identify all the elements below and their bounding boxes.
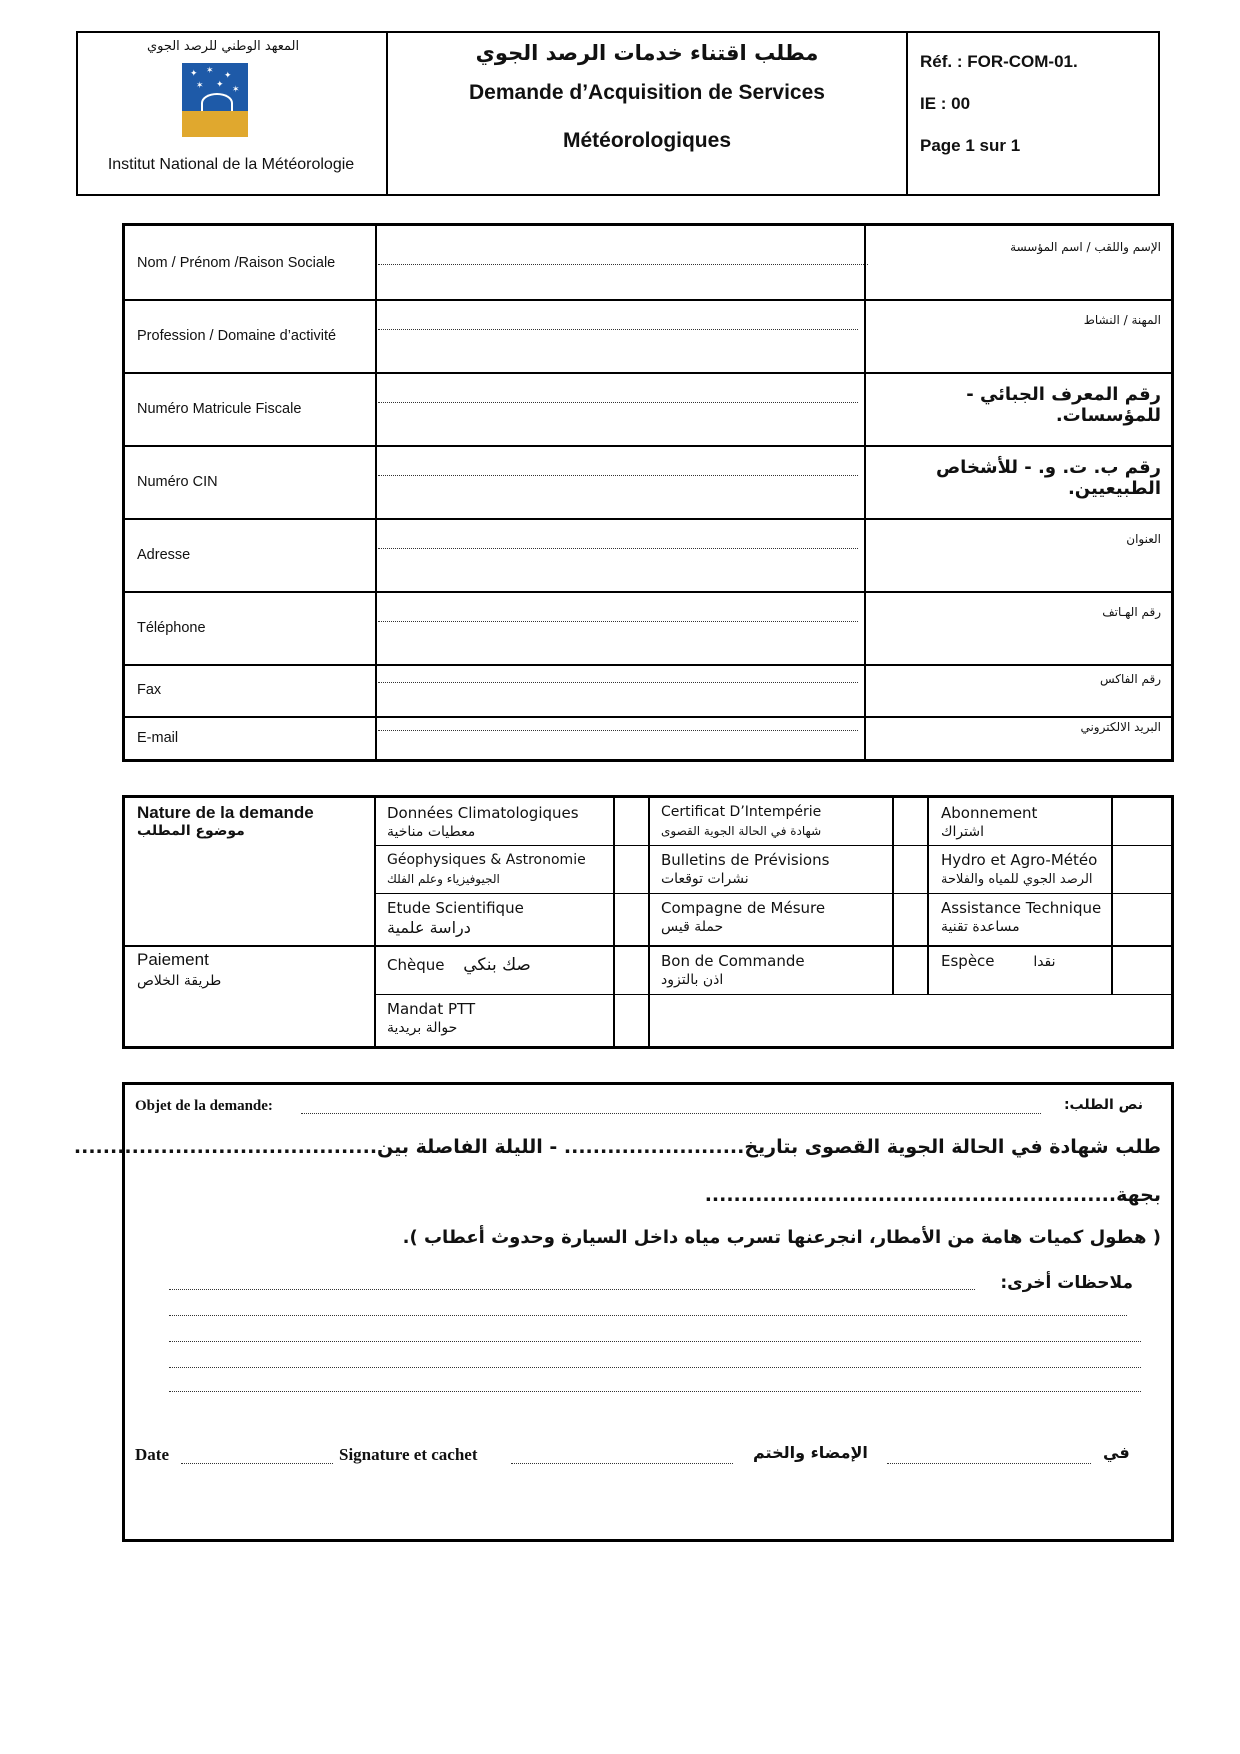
certificate-request-line[interactable]: طلب شهادة في الحالة الجوية القصوى بتاريخ......................... - الليلة الفاصلة بين.......................................... [73,1136,1161,1158]
option-cash: Espèce نقدا [941,952,1056,970]
email-field[interactable] [378,730,858,731]
field-label-ar: الإسم واللقب / اسم المؤسسة [864,226,1171,299]
checkbox-cash[interactable] [1113,947,1171,994]
option-weather-certificate: Certificat D’Intempérie شهادة في الحالة الجوية القصوى [661,804,822,838]
field-label: E-mail [125,716,377,759]
remarks-line[interactable] [169,1391,1141,1392]
date-field[interactable] [181,1463,333,1464]
checkbox-cheque[interactable] [615,947,648,994]
field-label-ar: رقم المعرف الجبائي - للمؤسسات. [864,372,1171,445]
field-label: Numéro Matricule Fiscale [125,372,377,445]
checkbox-forecast-bulletins[interactable] [894,846,927,893]
option-geophysics-astronomy: Géophysiques & Astronomie الجيوفيزياء وعلم الفلك [387,852,586,886]
remarks-line[interactable] [169,1341,1141,1342]
field-label: Numéro CIN [125,445,377,518]
checkbox-hydro-agro-meteo[interactable] [1113,846,1171,893]
field-label-ar: رقم الفاكس [864,664,1171,716]
place-label-ar: في [1103,1443,1130,1462]
remarks-line[interactable] [169,1315,1127,1316]
object-label: Objet de la demande: [135,1098,273,1114]
identification-table [122,223,1174,762]
remarks-line[interactable] [169,1367,1141,1368]
phone-field[interactable] [378,621,858,622]
field-label-ar: رقم الهـاتف [864,591,1171,664]
fax-field[interactable] [378,682,858,683]
checkbox-postal-order[interactable] [615,995,648,1046]
checkbox-climatological-data[interactable] [615,798,648,845]
institute-name-fr: Institut National de la Météorologie [107,156,355,173]
form-header [76,31,1160,196]
table-row [125,716,1171,759]
page-indicator: Page 1 sur 1 [920,136,1021,155]
incident-description: ( هطول كميات هامة من الأمطار، انجرعنها تسرب مياه داخل السيارة وحدوث أعطاب ). [402,1227,1161,1248]
option-climatological-data: Données Climatologiques معطيات مناخية [387,804,579,840]
region-line[interactable]: بجهة......................................................... [704,1184,1161,1206]
checkbox-measurement-campaign[interactable] [894,894,927,945]
table-row [125,445,1171,520]
checkbox-weather-certificate[interactable] [894,798,927,845]
request-object-section [73,1082,1174,1542]
profession-field[interactable] [378,329,858,330]
field-label-ar: رقم ب. ت. و. - للأشخاص الطبيعيين. [864,445,1171,518]
field-label-ar: المهنة / النشاط [864,299,1171,372]
place-field[interactable] [887,1463,1091,1464]
option-postal-order: Mandat PTT حوالة بريدية [387,1000,476,1036]
table-row [125,518,1171,593]
checkbox-technical-assistance[interactable] [1113,894,1171,945]
reference-number: Réf. : FOR-COM-01. [920,52,1078,71]
date-label: Date [135,1445,169,1464]
checkbox-subscription[interactable] [1113,798,1171,845]
table-row [125,664,1171,718]
field-label: Téléphone [125,591,377,664]
issue-number: IE : 00 [920,94,971,113]
option-forecast-bulletins: Bulletins de Prévisions نشرات توقعات [661,851,830,887]
option-measurement-campaign: Compagne de Mésure حملة قيس [661,899,826,935]
title-block [388,33,908,194]
option-subscription: Abonnement اشتراك [941,804,1038,840]
other-remarks-label: ملاحظات أخرى: [1000,1273,1133,1293]
title-fr-line2: Météorologiques [562,129,731,152]
field-label: Fax [125,664,377,716]
address-field[interactable] [378,548,858,549]
table-row [125,591,1171,666]
object-label-ar: نص الطلب: [1063,1097,1143,1113]
option-technical-assistance: Assistance Technique مساعدة تقنية [941,899,1102,935]
title-ar: مطلب اقتناء خدمات الرصد الجوي [475,41,819,65]
title-fr-line1: Demande d’Acquisition de Services [469,81,825,104]
option-hydro-agro-meteo: Hydro et Agro-Météo الرصد الجوي للمياه والفلاحة [941,851,1098,887]
signature-label-ar: الإمضاء والختم [753,1443,868,1462]
table-row [125,299,1171,374]
option-cheque: Chèque صك بنكي [387,955,531,975]
checkbox-purchase-order[interactable] [894,947,927,994]
remarks-line[interactable] [169,1289,975,1290]
request-nature-table [122,795,1174,1049]
option-scientific-study: Etude Scientifique دراسة علمية [387,899,524,937]
object-field[interactable] [301,1113,1041,1114]
cin-field[interactable] [378,475,858,476]
field-label: Adresse [125,518,377,591]
signature-field[interactable] [511,1463,733,1464]
checkbox-geophysics-astronomy[interactable] [615,846,648,893]
table-row [125,226,1171,301]
inm-logo-icon: ✦ ✶ ✦ ✶ ✦ ✶ [182,63,248,137]
name-field[interactable] [378,264,868,265]
institute-block [78,33,388,194]
tax-id-field[interactable] [378,402,858,403]
table-row [125,372,1171,447]
checkbox-scientific-study[interactable] [615,894,648,945]
option-purchase-order: Bon de Commande اذن بالتزود [661,952,805,988]
field-label-ar: العنوان [864,518,1171,591]
institute-name-ar: المعهد الوطني للرصد الجوي [146,39,300,54]
field-label: Nom / Prénom /Raison Sociale [125,226,377,299]
signature-label: Signature et cachet [339,1445,478,1464]
field-label-ar: البريد الالكتروني [864,716,1171,759]
payment-label: Paiement طريقة الخلاص [137,950,222,989]
field-label: Profession / Domaine d’activité [125,299,377,372]
reference-block [908,33,1158,194]
nature-label: Nature de la demande موضوع المطلب [137,803,314,839]
